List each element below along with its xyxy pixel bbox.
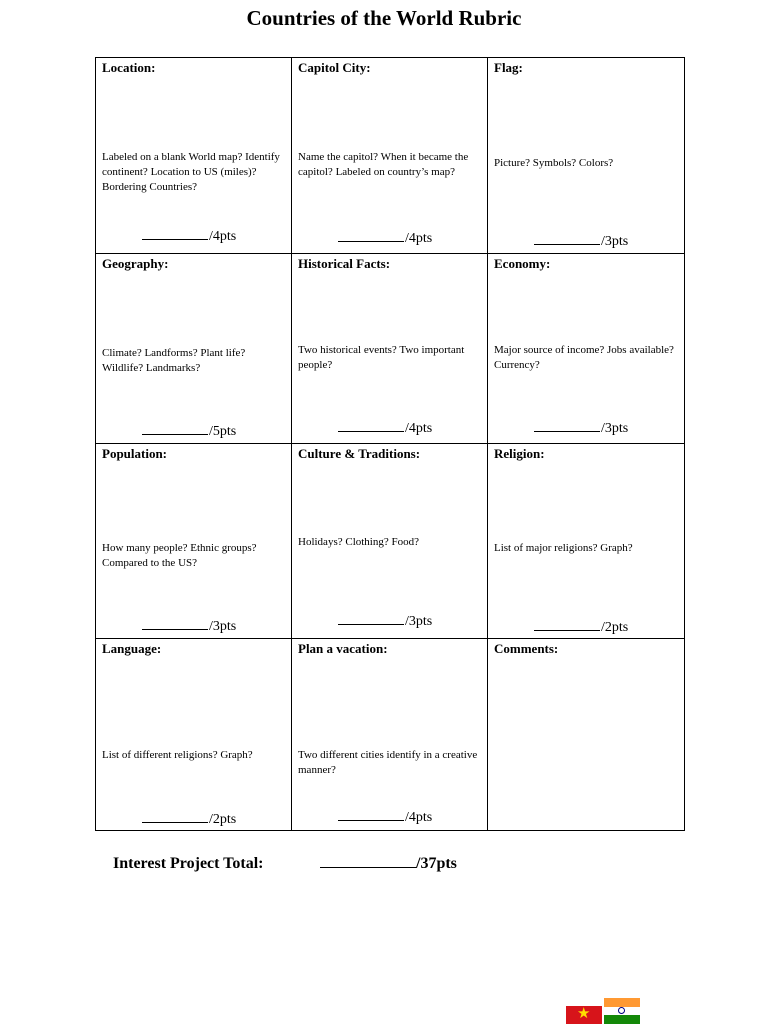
total-label: Interest Project Total: [113,855,264,872]
cell-score [338,614,432,630]
score-blank-line [338,614,404,625]
cell-description: Major source of income? Jobs available? Currency? [494,344,674,371]
rubric-cell-plan-a-vacation [292,639,488,831]
project-total [113,855,513,873]
cell-title: Culture & Traditions: [298,446,421,461]
cell-description: Two different cities identify in a creative manner? [298,749,478,776]
cell-score [338,810,432,826]
score-value: /4pts [405,231,433,246]
cell-description: Name the capitol? When it became the capitol? Labeled on country’s map? [298,151,469,178]
cell-score [338,421,432,437]
cell-title: Religion: [494,446,545,461]
cell-score [142,812,236,828]
score-value: /5pts [209,424,237,439]
score-blank-line [534,620,600,631]
score-blank-line [142,424,208,435]
cell-score [534,620,628,636]
cell-title: Population: [102,446,168,461]
score-value: /3pts [601,234,629,249]
rubric-cell-flag [488,58,685,254]
flag-images [566,998,642,1024]
rubric-cell-capitol-city [292,58,488,254]
score-blank-line [338,421,404,432]
cell-description: How many people? Ethnic groups? Compared to the US? [102,542,257,569]
cell-title: Language: [102,641,162,656]
score-value: /3pts [209,619,237,634]
rubric-row [96,58,685,254]
cell-title: Plan a vacation: [298,641,388,656]
score-blank-line [338,231,404,242]
cell-description: List of different religions? Graph? [102,749,253,761]
score-blank-line [534,234,600,245]
total-blank-line [320,855,416,868]
score-value: /4pts [209,229,237,244]
score-value: /4pts [405,810,433,825]
cell-title: Geography: [102,256,169,271]
score-blank-line [142,619,208,630]
cell-description: List of major religions? Graph? [494,542,633,554]
score-blank-line [338,810,404,821]
score-value: /2pts [601,620,629,635]
rubric-cell-economy [488,254,685,444]
india-flag-icon [604,998,640,1024]
cell-title: Economy: [494,256,551,271]
score-blank-line [142,229,208,240]
cell-title: Location: [102,60,156,75]
cell-title: Comments: [494,641,559,656]
cell-description: Two historical events? Two important people? [298,344,465,371]
score-value: /3pts [601,421,629,436]
page-title: Countries of the World Rubric [246,6,522,30]
total-score: /37pts [416,855,457,872]
rubric-table [95,57,685,831]
rubric-cell-geography [96,254,292,444]
score-blank-line [534,421,600,432]
rubric-row [96,254,685,444]
rubric-cell-language [96,639,292,831]
cell-description: Climate? Landforms? Plant life? Wildlife? Landmarks? [102,347,246,374]
cell-description: Picture? Symbols? Colors? [494,157,614,169]
score-value: /3pts [405,614,433,629]
rubric-row [96,639,685,831]
score-blank-line [142,812,208,823]
cell-title: Historical Facts: [298,256,391,271]
cell-description: Labeled on a blank World map? Identify continent? Location to US (miles)? Bordering Countries? [102,151,280,193]
rubric-cell-comments [488,639,685,831]
cell-score [142,619,236,635]
cell-score [534,234,628,250]
vietnam-flag-icon: ★ [566,1006,602,1024]
cell-score [142,424,236,440]
cell-score [142,229,236,245]
cell-description: Holidays? Clothing? Food? [298,536,419,548]
cell-title: Flag: [494,60,523,75]
rubric-cell-historical-facts [292,254,488,444]
score-value: /2pts [209,812,237,827]
rubric-cell-religion [488,444,685,639]
rubric-cell-location [96,58,292,254]
rubric-row [96,444,685,639]
score-value: /4pts [405,421,433,436]
cell-score [534,421,628,437]
rubric-cell-culture-traditions [292,444,488,639]
cell-score [338,231,432,247]
cell-title: Capitol City: [298,60,371,75]
rubric-cell-population [96,444,292,639]
